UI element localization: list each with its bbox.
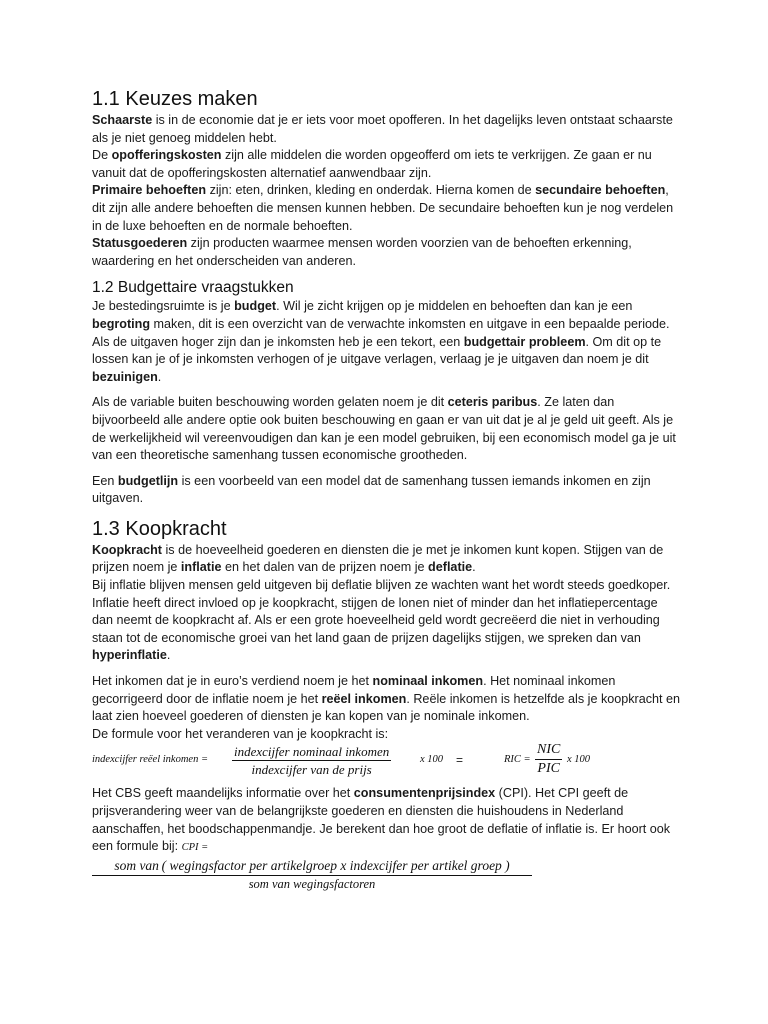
spacer bbox=[92, 508, 682, 516]
paragraph-schaarste: Schaarste is in de economie dat je er iets voor moet opofferen. In het dagelijks leven ontstaat schaarste als je niet genoeg middelen hebt. bbox=[92, 113, 673, 145]
section-heading-budgettaire-vraagstukken: 1.2 Budgettaire vraagstukken bbox=[92, 279, 294, 297]
formula-numerator: indexcijfer nominaal inkomen bbox=[234, 744, 390, 760]
paragraph-formule-intro: De formule voor het veranderen van je koopkracht is: bbox=[92, 726, 389, 741]
paragraph-opofferingskosten: De opofferingskosten zijn alle middelen die worden opgeofferd om iets te verkrijgen. Ze gaan er nu vanuit dat de opofferingskosten alternatief aanwendbaar zijn. bbox=[92, 148, 652, 180]
paragraph-nominaal-inkomen: Het inkomen dat je in euro’s verdiend noem je het nominaal inkomen. Het nominaal inkomen gecorrigeerd door de inflatie noem je het reëel inkomen. Reële inkomen is hetzelfde als je koopkracht en laat zien hoeveel goederen of diensten je kan kopen van je nominale inkomen. bbox=[92, 674, 681, 724]
cpi-formula bbox=[92, 857, 532, 893]
spacer bbox=[92, 665, 682, 673]
paragraph-budget: Je bestedingsruimte is je budget. Wil je zicht krijgen op je middelen en behoeften dan kan je een begroting maken, dit is een overzicht van de verwachte inkomsten en uitgave in een bepaalde periode. Als de uitgaven hoger zijn dan je inkomsten heb je een tekort, een budgettair probleem. Om dit op te lossen kan je of je inkomsten verhogen of je uitgave verlagen, verlaag je je uitgaven dan noem je dit bezuinigen. bbox=[92, 299, 670, 384]
section-heading-keuzes-maken: 1.1 Keuzes maken bbox=[92, 88, 258, 110]
ric-fraction bbox=[535, 741, 562, 778]
paragraph-koopkracht: Koopkracht is de hoeveelheid goederen en diensten die je met je inkomen kunt kopen. Stijgen van de prijzen noem je inflatie en het dalen van de prijzen noem je deflatie. bbox=[92, 542, 664, 575]
paragraph-budgetlijn: Een budgetlijn is een voorbeeld van een model dat de samenhang tussen iemands inkomen en zijn uitgaven. bbox=[92, 473, 651, 506]
cpi-label: CPI = bbox=[181, 842, 209, 854]
document-content bbox=[92, 86, 682, 893]
ric-numerator: NIC bbox=[535, 741, 562, 760]
ric-denominator: PIC bbox=[537, 761, 560, 777]
spacer bbox=[92, 386, 682, 394]
paragraph-cpi: Het CBS geeft maandelijks informatie over het consumentenprijsindex (CPI). Het CPI geeft de prijsverandering weer van de belangrijkste goederen en diensten die huishoudens in Nederland aanschaffen, het boodschappenmandje. Je berekent dan hoe groot de deflatie of inflatie is. Er hoort ook een formule bij: CPI = bbox=[92, 786, 671, 854]
spacer bbox=[92, 270, 682, 278]
formula-denominator: indexcijfer van de prijs bbox=[251, 762, 372, 778]
koopkracht-formula bbox=[92, 743, 682, 781]
cpi-numerator: som van ( wegingsfactor per artikelgroep x indexcijfer per artikel groep ) bbox=[92, 857, 532, 876]
ric-multiplier: x 100 bbox=[567, 754, 591, 766]
formula-fraction bbox=[232, 743, 391, 778]
paragraph-statusgoederen: Statusgoederen zijn producten waarmee mensen worden voorzien van de behoeften erkenning, waardering en het onderscheiden van anderen. bbox=[92, 236, 632, 268]
formula-equals: = bbox=[456, 753, 464, 768]
paragraph-ceteris-paribus: Als de variable buiten beschouwing worden gelaten noem je dit ceteris paribus. Ze laten dan bijvoorbeeld alle andere optie ook buiten beschouwing en gaan er van uit dat je al je geld uit geeft. Als je de werkelijkheid wil vereenvoudigen dan kan je een model gebruiken, bij een economisch model ga je uit van een theoretische samenhang tussen economische grootheden. bbox=[92, 395, 676, 463]
cpi-denominator: som van wegingsfactoren bbox=[248, 876, 376, 891]
paragraph-inflatie: Bij inflatie blijven mensen geld uitgeven bij deflatie blijven ze wachten want het wordt steeds goedkoper. Inflatie heeft direct invloed op je koopkracht, stijgen de lonen niet of minder dan het inflatiepercentage dan neemt de koopkracht af. Als er een grote hoeveelheid geld wordt gecreëerd die niet in verhouding staan tot de economische groei van het land gaan de prijzen dagelijks stijgen, we spreken dan van hyperinflatie. bbox=[92, 578, 671, 663]
paragraph-behoeften: Primaire behoeften zijn: eten, drinken, kleding en onderdak. Hierna komen de secundaire behoeften, dit zijn alle andere behoeften die mensen kunnen hebben. De secundaire behoeften kun je nog verdelen in de luxe behoeften en de normale behoeften. bbox=[92, 183, 674, 233]
formula-multiplier: x 100 bbox=[420, 754, 444, 766]
section-heading-koopkracht: 1.3 Koopkracht bbox=[92, 517, 227, 540]
ric-lhs: RIC = bbox=[504, 754, 531, 766]
formula-lhs: indexcijfer reëel inkomen = bbox=[92, 754, 209, 766]
spacer bbox=[92, 465, 682, 473]
